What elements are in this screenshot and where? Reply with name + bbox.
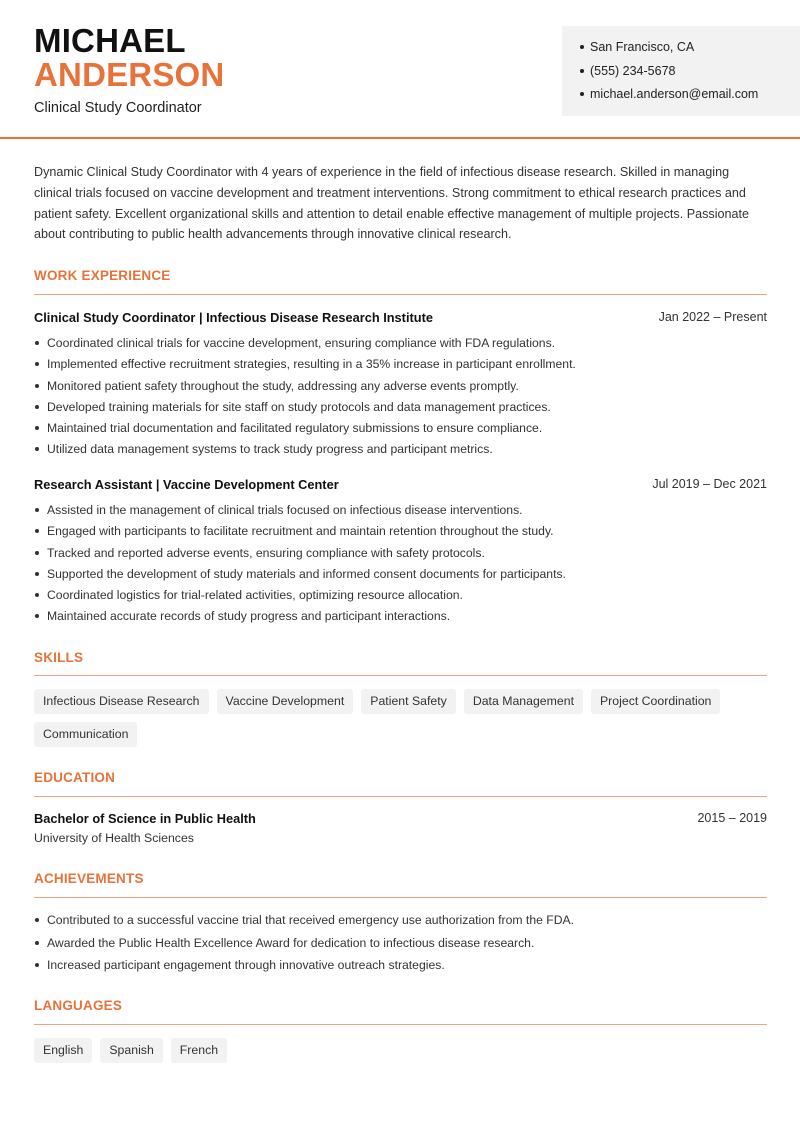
section-title-languages: LANGUAGES	[34, 998, 123, 1013]
list-item: Supported the development of study materials and informed consent documents for participants.	[34, 566, 767, 587]
education-degree: Bachelor of Science in Public Health	[34, 811, 256, 826]
first-name: MICHAEL	[34, 22, 186, 59]
skill-chip: Vaccine Development	[217, 689, 354, 714]
job-bullets	[34, 502, 767, 630]
skill-chip: Infectious Disease Research	[34, 689, 209, 714]
job-dates: Jul 2019 – Dec 2021	[652, 477, 767, 491]
list-item: Monitored patient safety throughout the study, addressing any adverse events promptly.	[34, 378, 767, 399]
language-chip: English	[34, 1038, 92, 1063]
list-item: Tracked and reported adverse events, ensuring compliance with safety protocols.	[34, 545, 767, 566]
contact-box	[562, 26, 800, 116]
contact-list	[580, 39, 758, 110]
section-divider	[34, 675, 767, 676]
list-item: Coordinated logistics for trial-related activities, optimizing resource allocation.	[34, 587, 767, 608]
resume-header	[0, 0, 800, 139]
skills-list	[34, 689, 767, 747]
list-item: Maintained trial documentation and facilitated regulatory submissions to ensure compliance.	[34, 420, 767, 441]
list-item: Engaged with participants to facilitate recruitment and maintain retention throughout the study.	[34, 523, 767, 544]
list-item: Awarded the Public Health Excellence Award for dedication to infectious disease research.	[34, 935, 767, 958]
skill-chip: Data Management	[464, 689, 583, 714]
list-item: Maintained accurate records of study progress and participant interactions.	[34, 608, 767, 629]
section-title-work: WORK EXPERIENCE	[34, 268, 171, 283]
list-item: Contributed to a successful vaccine trial that received emergency use authorization from the FDA.	[34, 912, 767, 935]
list-item: Increased participant engagement through innovative outreach strategies.	[34, 957, 767, 980]
list-item: Developed training materials for site staff on study protocols and data management practices.	[34, 399, 767, 420]
skill-chip: Project Coordination	[591, 689, 720, 714]
section-title-education: EDUCATION	[34, 770, 116, 785]
language-chip: Spanish	[100, 1038, 162, 1063]
section-divider	[34, 294, 767, 295]
job-role: Clinical Study Coordinator | Infectious Disease Research Institute	[34, 310, 433, 325]
contact-email[interactable]: michael.anderson@email.com	[580, 86, 758, 110]
job-entry-header	[34, 310, 767, 325]
list-item: Utilized data management systems to track study progress and participant metrics.	[34, 441, 767, 462]
skill-chip: Patient Safety	[361, 689, 456, 714]
languages-list	[34, 1038, 767, 1063]
job-title: Clinical Study Coordinator	[34, 100, 202, 116]
job-entry-header	[34, 477, 767, 492]
job-dates: Jan 2022 – Present	[658, 310, 767, 324]
section-divider	[34, 796, 767, 797]
section-title-skills: SKILLS	[34, 650, 84, 665]
section-divider	[34, 1024, 767, 1025]
section-title-achievements: ACHIEVEMENTS	[34, 871, 144, 886]
education-dates: 2015 – 2019	[697, 811, 767, 825]
job-role: Research Assistant | Vaccine Development Center	[34, 477, 339, 492]
last-name: ANDERSON	[34, 56, 225, 93]
professional-summary: Dynamic Clinical Study Coordinator with 4 years of experience in the field of infectious disease research. Skilled in managing clinical trials focused on vaccine development and treatment interventions. Strong commitment to ethical research practices and patient safety. Excellent organizational skills and attention to detail enable effective management of multiple projects. Passionate about contributing to public health advancements through innovative clinical research.	[34, 165, 750, 242]
contact-location: San Francisco, CA	[580, 39, 758, 63]
section-divider	[34, 897, 767, 898]
contact-phone: (555) 234-5678	[580, 63, 758, 87]
job-bullets	[34, 335, 767, 463]
list-item: Assisted in the management of clinical trials focused on infectious disease interventions.	[34, 502, 767, 523]
language-chip: French	[171, 1038, 227, 1063]
list-item: Implemented effective recruitment strategies, resulting in a 35% increase in participant enrollment.	[34, 356, 767, 377]
skill-chip: Communication	[34, 722, 137, 747]
achievements-list	[34, 912, 767, 980]
list-item: Coordinated clinical trials for vaccine development, ensuring compliance with FDA regulations.	[34, 335, 767, 356]
education-school: University of Health Sciences	[34, 831, 194, 845]
